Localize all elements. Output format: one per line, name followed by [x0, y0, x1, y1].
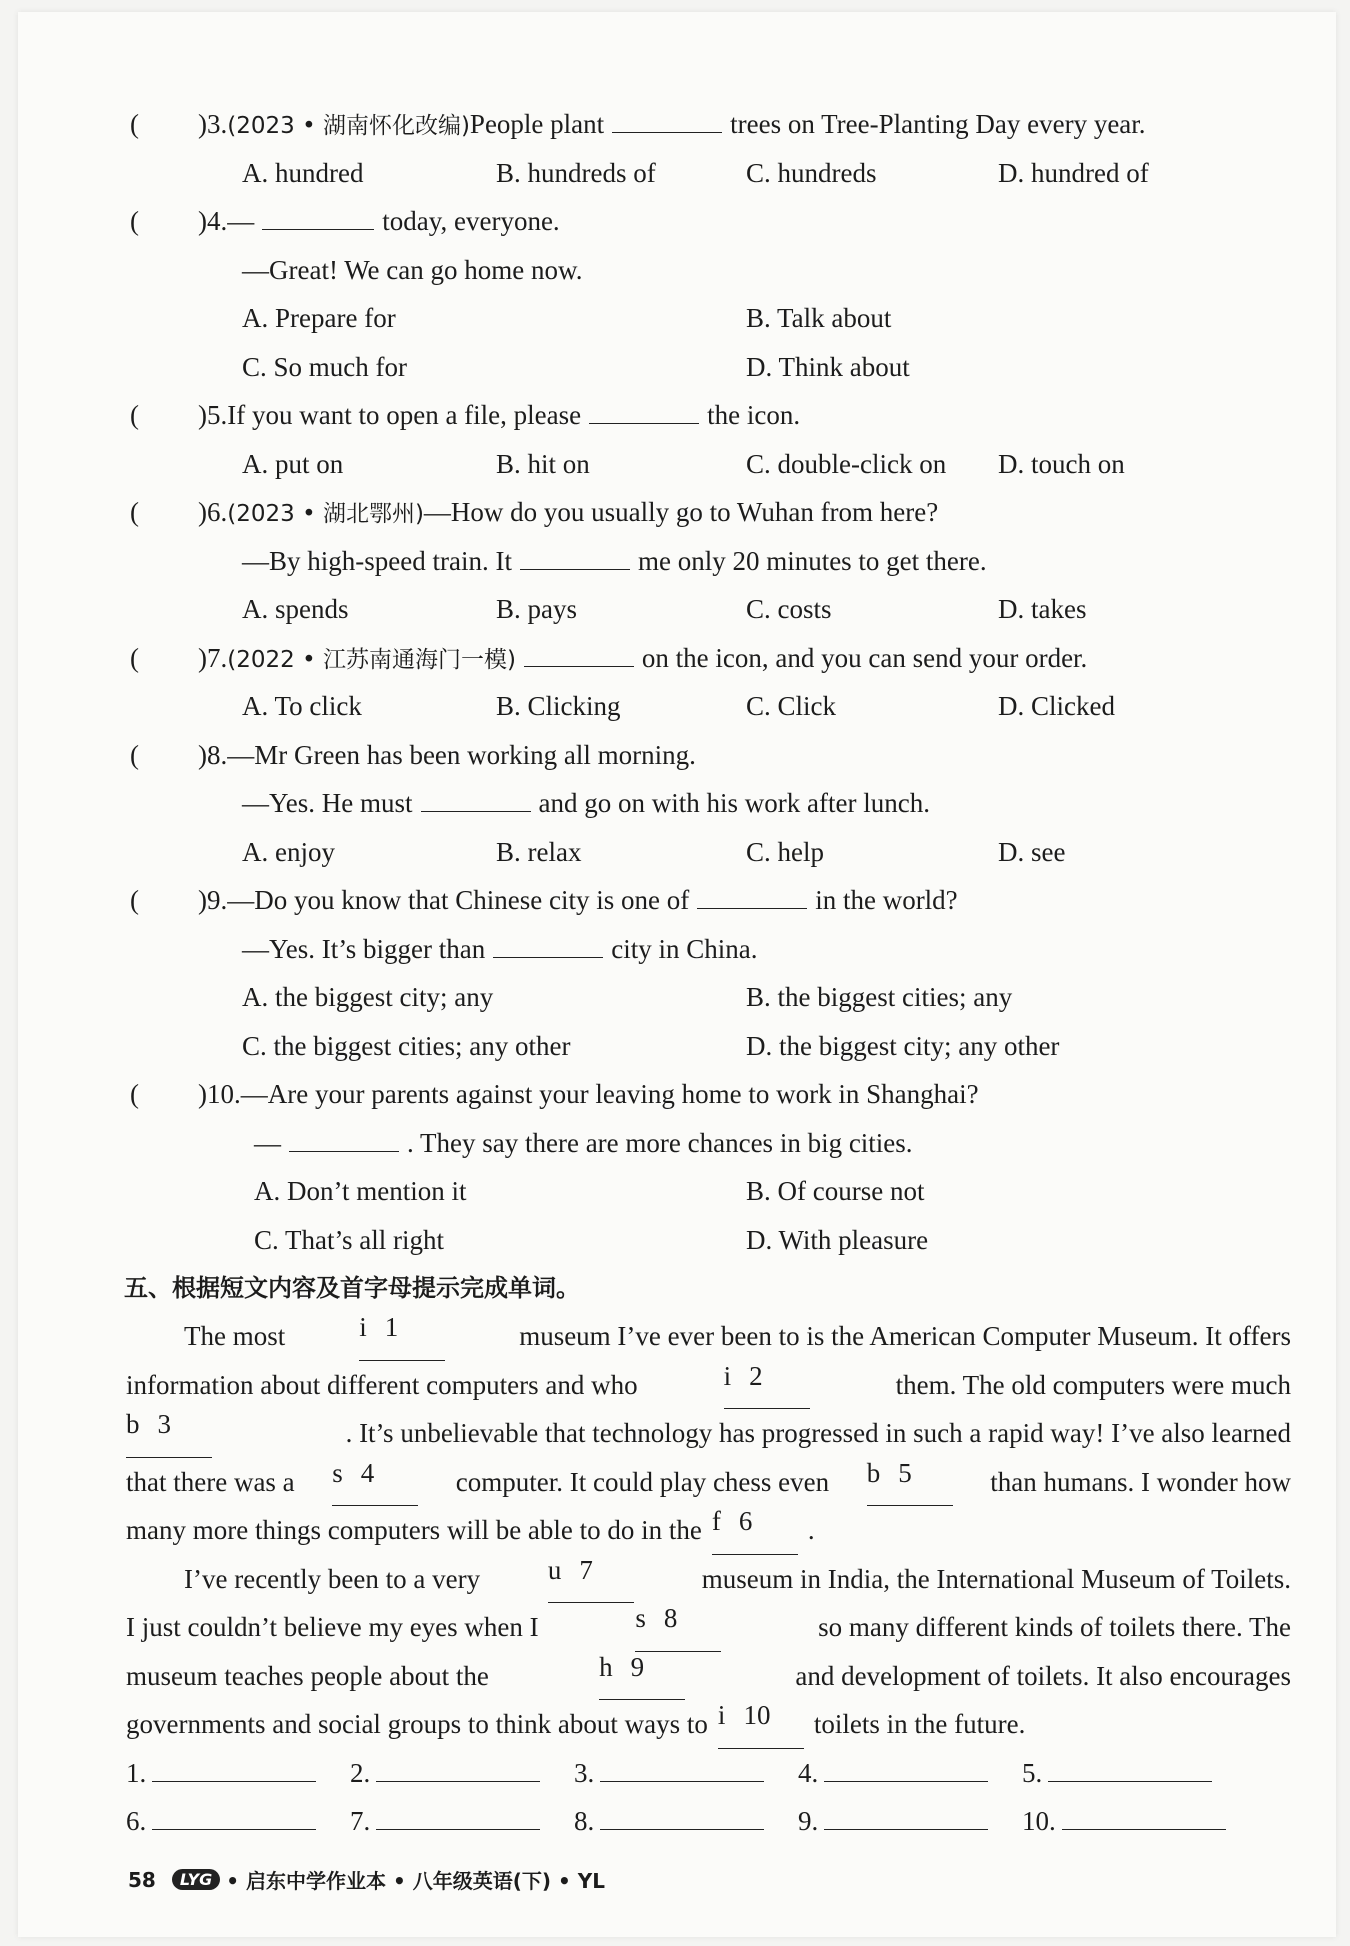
options-row [126, 149, 1291, 198]
dialog-text: city in China. [611, 933, 758, 964]
answer-slot-9 [798, 1797, 988, 1845]
answer-blank[interactable] [520, 539, 630, 570]
answer-slot-6 [126, 1797, 316, 1845]
option-b[interactable]: B. Talk about [746, 303, 892, 333]
hint-number: 1 [384, 1312, 399, 1342]
answer-blank[interactable] [262, 199, 374, 230]
paragraph-line [126, 1555, 1291, 1604]
question-stem [198, 197, 560, 246]
paragraph-text: many more things computers will be able to do in the [126, 1515, 702, 1545]
question-stem [198, 100, 1146, 151]
options-row [126, 973, 1291, 1022]
answer-label: 7. [350, 1805, 371, 1836]
paragraph-line [126, 1409, 1291, 1458]
answer-slot-1 [126, 1749, 316, 1797]
options-row [126, 294, 1291, 343]
paragraph-text: information about different computers and who [126, 1369, 638, 1400]
paragraph-text: computer. It could play chess even [455, 1466, 830, 1497]
option-d[interactable]: D. With pleasure [746, 1224, 929, 1255]
hint-letter: h [599, 1651, 613, 1682]
question-stem-line [126, 634, 1291, 683]
question-3 [126, 100, 1291, 197]
paragraph-text: I just couldn’t believe my eyes when I [126, 1612, 539, 1642]
paragraph-text: . It’s unbelievable that technology has progressed in such a rapid way! I’ve also learned [345, 1418, 1291, 1448]
paragraph-line [126, 1700, 1291, 1749]
letter-hint-blank[interactable] [548, 1555, 634, 1604]
paragraph-line [126, 1506, 1291, 1555]
dialog-text: —By high-speed train. It [242, 545, 512, 576]
options-row [126, 828, 1291, 877]
hint-letter: i [723, 1360, 732, 1391]
question-stem [198, 634, 1087, 685]
option-c[interactable]: C. Click [746, 691, 837, 721]
stem-text: —How do you usually go to Wuhan from here? [423, 497, 939, 527]
paragraph-text: so many different kinds of toilets there. The [818, 1612, 1291, 1642]
question-stem [198, 731, 696, 780]
question-stem [198, 488, 938, 539]
answer-paren: ( [130, 206, 139, 236]
hint-number: 9 [630, 1651, 645, 1682]
question-stem-line [126, 391, 1291, 440]
stem-text: in the world? [815, 885, 958, 915]
option-d[interactable]: D. hundred of [998, 157, 1149, 188]
options-row [126, 682, 1291, 731]
question-stem-line [126, 197, 1291, 246]
letter-hint-blank[interactable] [867, 1458, 953, 1507]
answer-label: 9. [798, 1805, 819, 1836]
question-dialog-line [126, 779, 1291, 828]
answer-paren: ( [130, 400, 139, 430]
stem-text: on the icon, and you can send your order. [641, 642, 1088, 673]
stem-text: —Are your parents against your leaving home to work in Shanghai? [240, 1079, 979, 1109]
option-b[interactable]: B. hit on [496, 448, 590, 479]
option-a[interactable]: A. the biggest city; any [242, 982, 494, 1012]
paragraph-text: toilets in the future. [813, 1709, 1026, 1739]
dialog-text: —Great! We can go home now. [242, 254, 583, 285]
book-title: • 启东中学作业本 • 八年级英语(下) • YL [226, 1869, 605, 1893]
question-6 [126, 488, 1291, 634]
option-b[interactable]: B. Clicking [496, 691, 621, 721]
letter-hint-blank[interactable] [712, 1506, 798, 1555]
answer-line[interactable] [600, 1751, 764, 1782]
paragraph-text: and development of toilets. It also encourages [795, 1660, 1291, 1691]
option-a[interactable]: A. put on [242, 448, 344, 479]
answer-slot-5 [1022, 1749, 1212, 1797]
hint-number: 7 [579, 1554, 593, 1585]
question-dialog-line [126, 246, 1291, 295]
option-c[interactable]: C. That’s all right [254, 1224, 444, 1255]
dialog-text: — [254, 1127, 281, 1158]
letter-hint-blank[interactable] [718, 1700, 804, 1749]
letter-hint-blank[interactable] [724, 1361, 810, 1410]
paragraph-1 [126, 1312, 1291, 1555]
paragraph-text: The most [184, 1321, 286, 1351]
dialog-text: —Yes. It’s bigger than [242, 933, 486, 964]
paragraph-text: governments and social groups to think about ways to [126, 1709, 708, 1739]
question-source: (2023 • 湖北鄂州) [227, 501, 424, 527]
answer-slot-4 [798, 1749, 988, 1797]
stem-text: People plant [469, 109, 605, 139]
letter-hint-blank[interactable] [599, 1652, 685, 1701]
question-stem-line [126, 731, 1291, 780]
hint-letter: s [332, 1457, 343, 1488]
options-row [126, 1216, 1291, 1265]
paragraph-line [126, 1458, 1291, 1507]
answer-paren: ( [130, 642, 139, 673]
letter-hint-blank[interactable] [126, 1409, 212, 1458]
options-row [126, 1167, 1291, 1216]
question-stem-line [126, 488, 1291, 537]
hint-number: 3 [157, 1409, 171, 1439]
option-a[interactable]: A. Prepare for [242, 303, 396, 333]
option-a[interactable]: A. enjoy [242, 836, 335, 867]
paragraph-line [126, 1312, 1291, 1361]
letter-hint-blank[interactable] [359, 1312, 445, 1361]
question-5 [126, 391, 1291, 488]
hint-number: 10 [743, 1700, 771, 1730]
paragraph-text: . [807, 1515, 815, 1545]
stem-text: —Mr Green has been working all morning. [227, 739, 696, 770]
page-content [126, 100, 1291, 1846]
option-c[interactable]: C. help [746, 836, 824, 867]
answer-paren: ( [130, 109, 139, 139]
stem-text: the icon. [707, 400, 801, 430]
answer-slot-10 [1022, 1797, 1226, 1845]
dialog-text: me only 20 minutes to get there. [637, 545, 987, 576]
letter-hint-blank[interactable] [332, 1458, 418, 1507]
question-10 [126, 1070, 1291, 1264]
hint-number: 4 [360, 1457, 375, 1488]
hint-number: 6 [738, 1506, 753, 1536]
option-d[interactable]: D. the biggest city; any other [746, 1030, 1060, 1061]
answer-line[interactable] [824, 1751, 988, 1782]
question-8 [126, 731, 1291, 877]
option-d[interactable]: D. Think about [746, 351, 910, 382]
answer-line[interactable] [600, 1799, 764, 1830]
paragraph-2 [126, 1555, 1291, 1749]
question-source: (2022 • 江苏南通海门一模) [227, 646, 516, 673]
question-dialog-line [126, 925, 1291, 974]
hint-letter: i [359, 1312, 367, 1342]
stem-text: — [227, 206, 255, 236]
options-row [126, 343, 1291, 392]
stem-text: trees on Tree-Planting Day every year. [730, 109, 1146, 139]
answer-label: 2. [350, 1757, 371, 1788]
answer-line[interactable] [1048, 1751, 1212, 1782]
question-stem [198, 1070, 979, 1119]
option-b[interactable]: B. relax [496, 836, 582, 867]
paragraph-line [126, 1652, 1291, 1701]
option-c[interactable]: C. double-click on [746, 448, 947, 479]
question-stem-line [126, 876, 1291, 925]
answer-blank[interactable] [421, 781, 531, 812]
hint-number: 5 [898, 1457, 912, 1488]
answer-paren: ( [130, 1079, 139, 1109]
option-b[interactable]: B. the biggest cities; any [746, 982, 1013, 1012]
question-source: (2023 • 湖南怀化改编) [227, 113, 470, 139]
option-a[interactable]: A. Don’t mention it [254, 1176, 467, 1206]
dialog-text: and go on with his work after lunch. [538, 788, 930, 818]
answer-label: 10. [1022, 1805, 1056, 1836]
paragraph-text: I’ve recently been to a very [184, 1563, 481, 1594]
answer-grid [126, 1749, 1291, 1846]
answer-blank[interactable] [589, 393, 699, 424]
option-c[interactable]: C. hundreds [746, 157, 877, 188]
answer-paren: ( [130, 739, 139, 770]
answer-line[interactable] [152, 1799, 316, 1830]
stem-text: today, everyone. [382, 206, 560, 236]
answer-slot-8 [574, 1797, 764, 1845]
question-stem-line [126, 1070, 1291, 1119]
answer-paren: ( [130, 885, 139, 915]
question-stem-line [126, 100, 1291, 149]
hint-letter: u [547, 1554, 562, 1585]
question-number: )8. [198, 739, 228, 770]
answer-line[interactable] [824, 1799, 988, 1830]
paragraph-text: them. The old computers were much [895, 1369, 1291, 1400]
question-number: )10. [198, 1079, 241, 1109]
question-7 [126, 634, 1291, 731]
paragraph-text: museum teaches people about the [126, 1660, 489, 1691]
answer-blank[interactable] [493, 927, 603, 958]
answer-slot-2 [350, 1749, 540, 1797]
paragraph-line [126, 1603, 1291, 1652]
section-title: 五、根据短文内容及首字母提示完成单词。 [124, 1274, 580, 1302]
answer-paren: ( [130, 497, 139, 527]
stem-text: If you want to open a file, please [227, 400, 582, 430]
question-number: )9. [198, 885, 228, 915]
question-number: )6. [198, 497, 228, 527]
question-dialog-line [126, 1119, 1291, 1168]
answer-blank[interactable] [289, 1121, 399, 1152]
paragraph-text: museum in India, the International Museum of Toilets. [701, 1563, 1291, 1594]
dialog-text: —Yes. He must [242, 788, 413, 818]
option-d[interactable]: D. see [998, 836, 1066, 867]
page-footer [128, 1865, 605, 1894]
question-number: )5. [198, 400, 228, 430]
options-row [126, 1022, 1291, 1071]
answer-slot-3 [574, 1749, 764, 1797]
letter-hint-blank[interactable] [635, 1603, 721, 1652]
question-9 [126, 876, 1291, 1070]
hint-letter: b [126, 1409, 140, 1439]
answer-line[interactable] [376, 1799, 540, 1830]
hint-number: 8 [663, 1603, 678, 1633]
option-a[interactable]: A. To click [242, 691, 362, 721]
paragraph-text: museum I’ve ever been to is the American Computer Museum. It offers [519, 1321, 1291, 1351]
paragraph-text: that there was a [126, 1466, 295, 1497]
workbook-page [18, 12, 1336, 1937]
question-stem [198, 391, 800, 440]
answer-line[interactable] [1062, 1799, 1226, 1830]
answer-line[interactable] [376, 1751, 540, 1782]
paragraph-text: than humans. I wonder how [990, 1466, 1291, 1497]
answer-line[interactable] [152, 1751, 316, 1782]
answer-blank[interactable] [697, 878, 807, 909]
option-b[interactable]: B. hundreds of [496, 157, 656, 188]
option-b[interactable]: B. pays [496, 594, 577, 624]
hint-letter: s [635, 1603, 646, 1633]
answer-label: 5. [1022, 1757, 1043, 1788]
hint-number: 2 [749, 1360, 763, 1391]
question-dialog-line [126, 537, 1291, 586]
option-a[interactable]: A. spends [242, 594, 349, 624]
answer-slot-7 [350, 1797, 540, 1845]
answer-label: 6. [126, 1805, 147, 1836]
hint-letter: b [866, 1457, 881, 1488]
answer-blank[interactable] [524, 636, 634, 667]
option-a[interactable]: A. hundred [242, 157, 364, 188]
answer-label: 1. [126, 1757, 147, 1788]
question-number: )3. [198, 109, 228, 139]
question-number: )4. [198, 206, 228, 236]
dialog-text: . They say there are more chances in big cities. [407, 1127, 913, 1158]
option-d[interactable]: D. Clicked [998, 691, 1115, 721]
answer-label: 8. [574, 1805, 595, 1836]
question-number: )7. [198, 642, 228, 673]
option-c[interactable]: C. costs [746, 594, 832, 624]
paragraph-line [126, 1361, 1291, 1410]
answer-label: 3. [574, 1757, 595, 1788]
option-c[interactable]: C. So much for [242, 351, 407, 382]
hint-letter: f [711, 1506, 721, 1536]
option-d[interactable]: D. touch on [998, 448, 1125, 479]
option-c[interactable]: C. the biggest cities; any other [242, 1030, 571, 1061]
answer-label: 4. [798, 1757, 819, 1788]
question-4 [126, 197, 1291, 391]
option-d[interactable]: D. takes [998, 594, 1087, 624]
option-b[interactable]: B. Of course not [746, 1176, 925, 1206]
question-stem [198, 876, 958, 925]
hint-letter: i [717, 1700, 726, 1730]
stem-text: —Do you know that Chinese city is one of [227, 885, 690, 915]
page-number: 58 [128, 1867, 156, 1892]
publisher-logo: LYG [172, 1869, 220, 1890]
options-row [126, 440, 1291, 489]
options-row [126, 585, 1291, 634]
answer-blank[interactable] [612, 102, 722, 133]
